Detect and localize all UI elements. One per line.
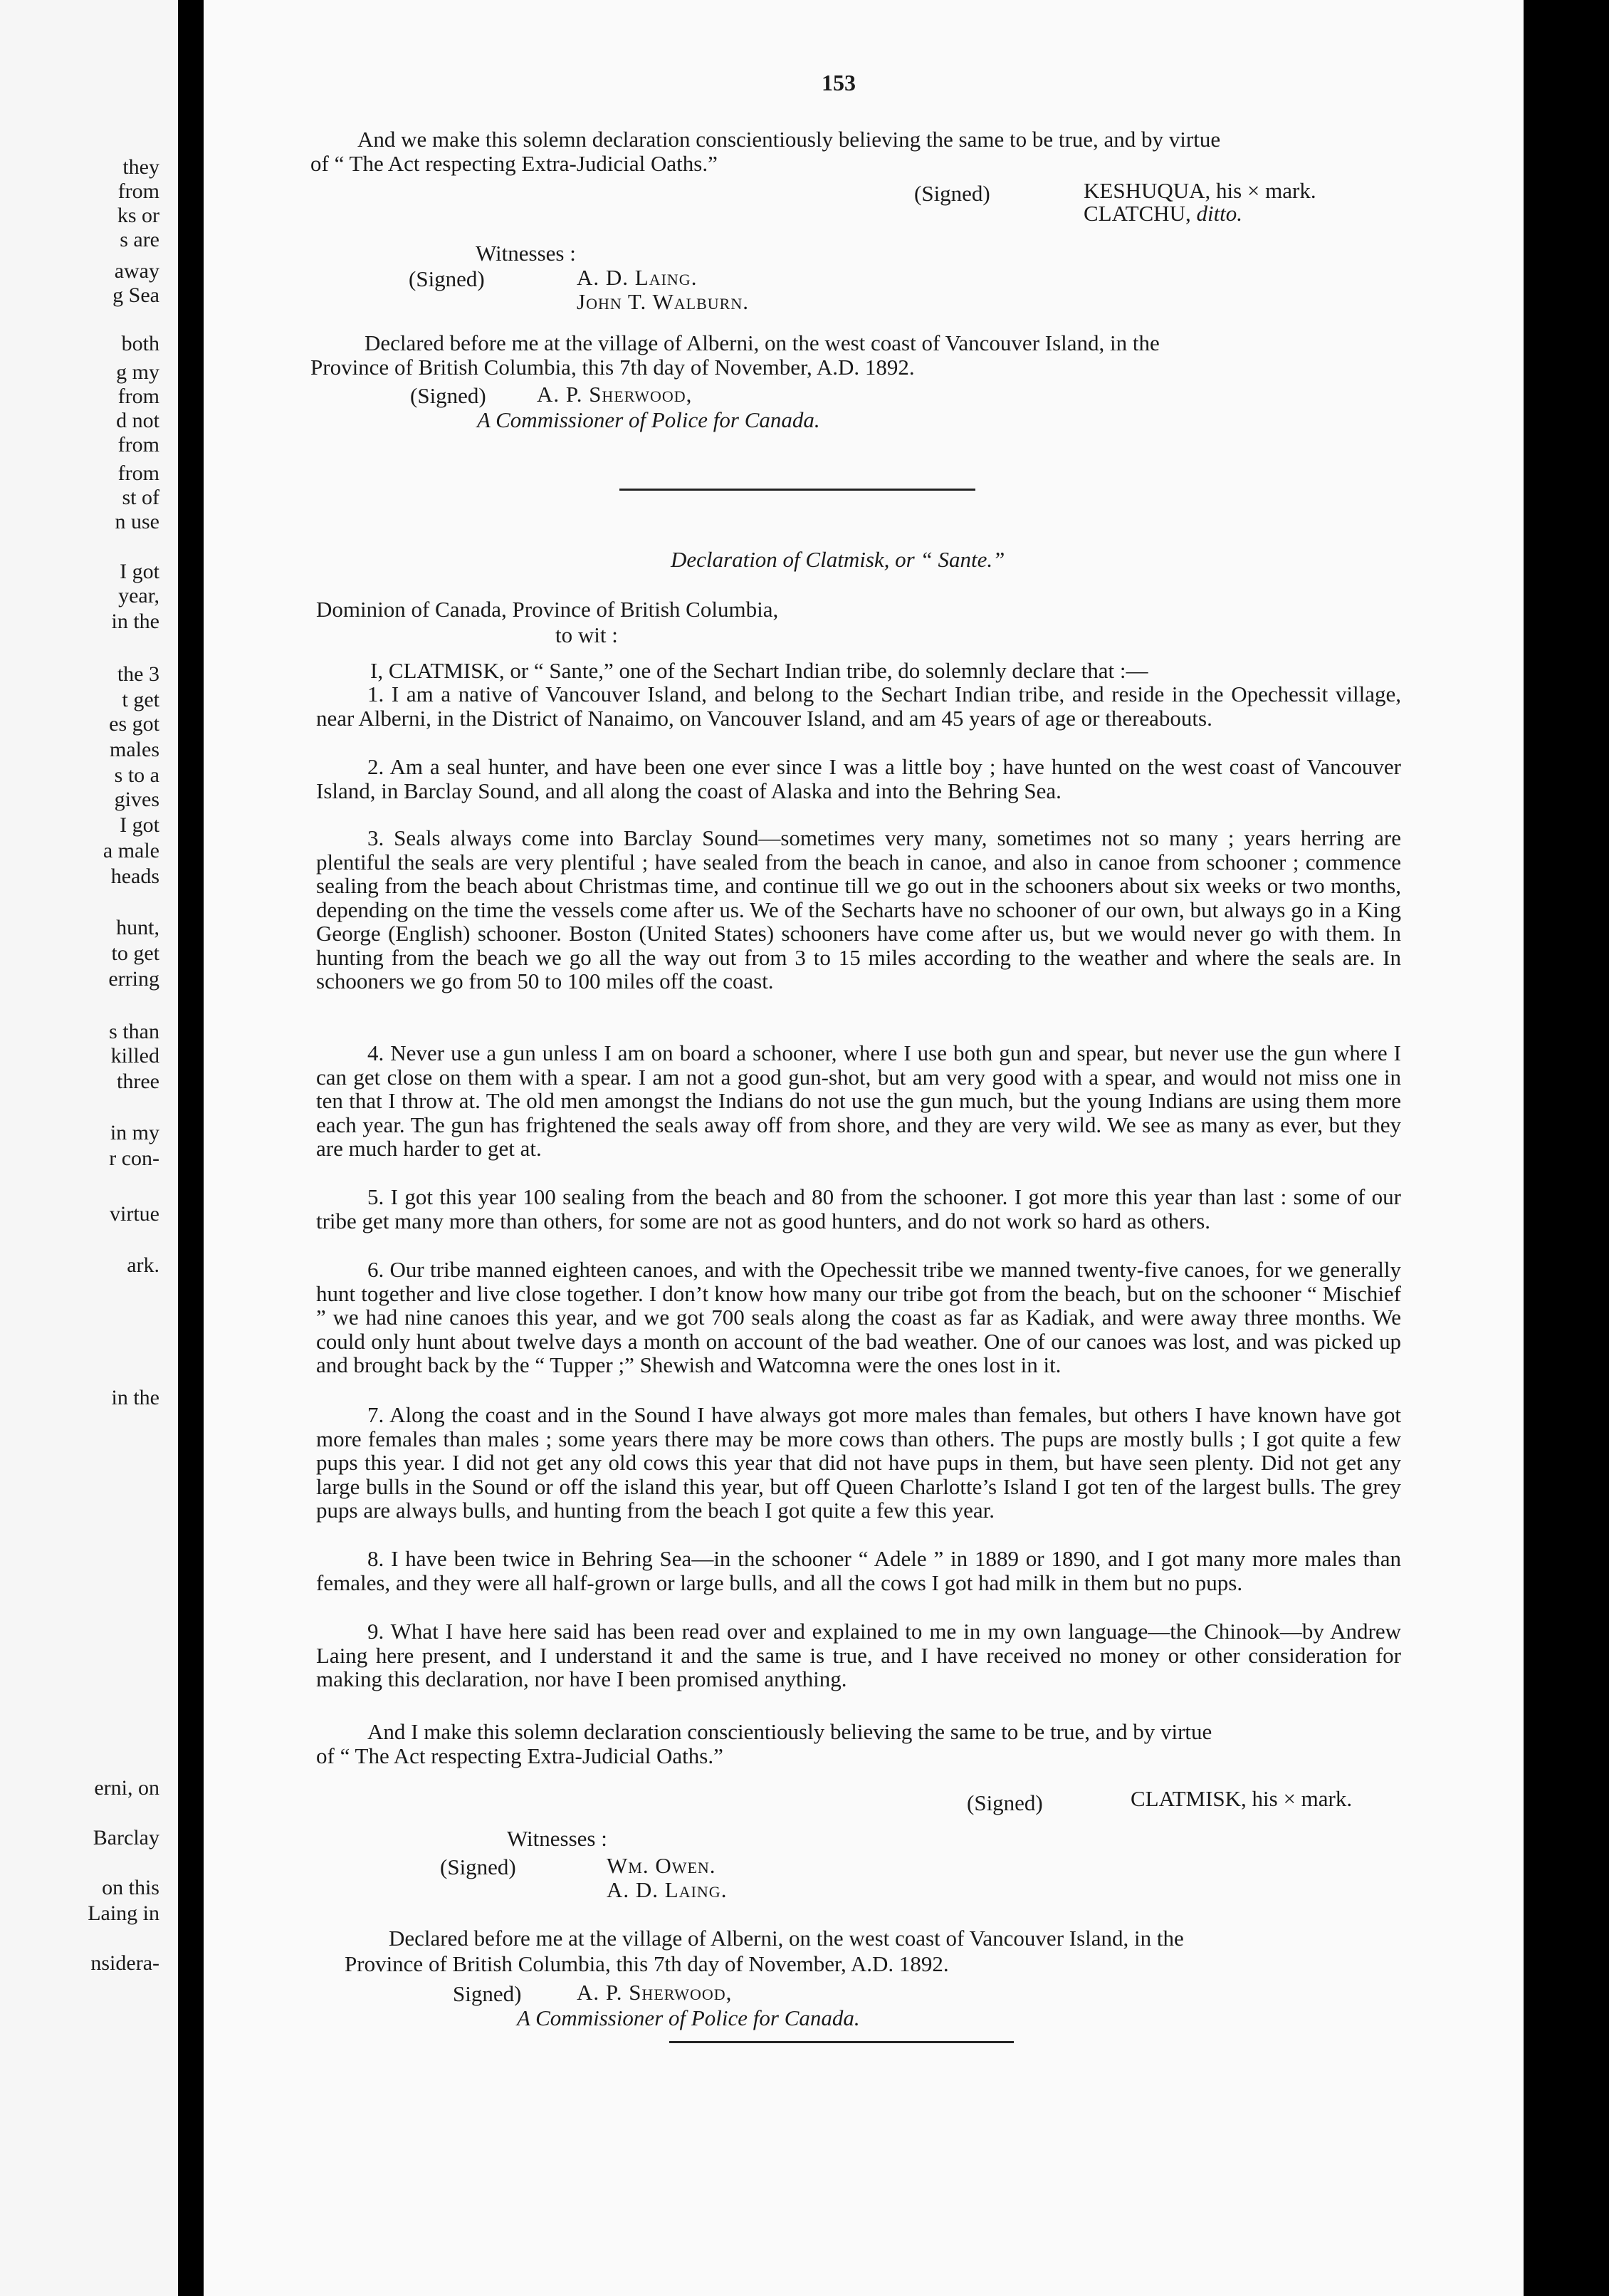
facing-text-line: t get — [122, 688, 159, 711]
signer-name: CLATCHU, ditto. — [1084, 201, 1243, 226]
page-gutter — [178, 0, 204, 2296]
attestation-text: Province of British Columbia, this 7th day of November, A.D. 1892. — [345, 1951, 949, 1976]
facing-text-line: in my — [110, 1121, 159, 1144]
attestation-text: Province of British Columbia, this 7th day of November, A.D. 1892. — [310, 355, 915, 380]
facing-text-line: hunt, — [116, 916, 159, 939]
commissioner-name: A. P. Sherwood, — [537, 382, 693, 407]
signed-label: (Signed) — [410, 383, 486, 408]
facing-text-line: Laing in — [88, 1901, 159, 1925]
jurisdiction-line: Dominion of Canada, Province of British Columbia, — [316, 597, 779, 622]
facing-text-line: a male — [103, 839, 159, 862]
declaration-text: And I make this solemn declaration conscientiously believing the same to be true, and by virtue — [367, 1719, 1212, 1744]
facing-text-line: from — [117, 179, 159, 203]
facing-text-line: g my — [116, 360, 159, 384]
facing-text-line: from — [117, 385, 159, 408]
declaration-paragraph: 5. I got this year 100 sealing from the beach and 80 from the schooner. I got more this year than last : some of our tribe get many more than others, for some are not as good hunters, and do not work so hard as others. — [316, 1184, 1401, 1233]
facing-text-line: the 3 — [117, 662, 159, 686]
declaration-paragraph: 6. Our tribe manned eighteen canoes, and with the Opechessit tribe we manned twenty-five canoes, for we generally hunt together and live close together. I don’t know how many our tribe got from the beach, but on the schooner “ Mischief ” we had nine canoes this year, and we got 700 seals along the coast as far as Kadiak, and were away three months. We could only hunt about twelve days a month on account of the bad weather. One of our canoes was lost, and was picked up and brought back by the “ Tupper ;” Shewish and Watcomna were the ones lost in it. — [316, 1257, 1401, 1377]
declaration-text: And we make this solemn declaration conscientiously believing the same to be true, and by virtue — [357, 127, 1221, 152]
witnesses-label: Witnesses : — [507, 1826, 607, 1851]
declaration-paragraph: 2. Am a seal hunter, and have been one ever since I was a little boy ; have hunted on the west coast of Vancouver Island, in Barclay Sound, and all along the coast of Alaska and into the Behring Sea. — [316, 754, 1401, 803]
declaration-paragraph: 3. Seals always come into Barclay Sound—sometimes very many, sometimes not so many ; years herring are plentiful the seals are very plentiful ; have sealed from the beach in canoe, and also in canoe from schooner ; commence sealing from the beach about Christmas time, and continue till we go out in the schooners about six weeks or two months, depending on the time the vessels come after us. We of the Secharts have no schooner of our own, but always go in a King George (English) schooner. Boston (United States) schooners have come after us, but we would never go with them. In hunting from the beach we go all the way out from 3 to 15 miles according to the weather and where the seals are. In schooners we go from 50 to 100 miles off the coast. — [316, 825, 1401, 993]
signed-label: (Signed) — [409, 266, 485, 291]
facing-text-line: st of — [122, 486, 159, 509]
declaration-text: of “ The Act respecting Extra-Judicial Oaths.” — [316, 1743, 723, 1768]
declaration-text: of “ The Act respecting Extra-Judicial Oaths.” — [310, 151, 718, 176]
declaration-paragraph: 4. Never use a gun unless I am on board a schooner, where I use both gun and spear, but never use the gun where I can get close on them with a spear. I am not a good gun-shot, but am very good with a spear, and would not miss one in ten that I throw at. The old men amongst the Indians do not use the gun much, but the young Indians are using them more each year. The gun has frightened the seals away off from shore, and they are very wild. We see as many as ever, but they are much harder to get at. — [316, 1040, 1401, 1161]
signer-name: CLATMISK, his × mark. — [1131, 1786, 1353, 1811]
page-number: 153 — [822, 70, 856, 95]
facing-text-line: s to a — [114, 763, 159, 787]
commissioner-title: A Commissioner of Police for Canada. — [477, 407, 820, 432]
facing-text-line: killed — [110, 1044, 159, 1068]
declaration-paragraph: 1. I am a native of Vancouver Island, and belong to the Sechart Indian tribe, and reside in the Opechessit village, near Alberni, in the District of Nanaimo, on Vancouver Island, and am 45 years of age or thereabouts. — [316, 682, 1401, 731]
facing-text-line: heads — [110, 865, 159, 888]
signer-name: KESHUQUA, his × mark. — [1084, 178, 1316, 203]
signed-label: (Signed) — [967, 1790, 1043, 1815]
facing-text-line: I got — [120, 560, 159, 583]
jurisdiction-line: to wit : — [555, 622, 618, 647]
facing-text-line: n use — [115, 510, 159, 533]
facing-text-line: virtue — [110, 1202, 159, 1226]
intro-line: I, CLATMISK, or “ Sante,” one of the Sechart Indian tribe, do solemnly declare that :— — [370, 658, 1148, 683]
facing-text-line: year, — [118, 584, 159, 607]
witness-name: John T. Walburn. — [577, 289, 749, 314]
witnesses-label: Witnesses : — [476, 241, 576, 266]
signed-label: (Signed) — [914, 181, 990, 206]
facing-text-line: three — [117, 1070, 159, 1093]
facing-page-fragment — [0, 0, 178, 2296]
declaration-paragraph: 9. What I have here said has been read over and explained to me in my own language—the Chinook—by Andrew Laing here present, and I understand it and the same is true, and I have received no money or other consideration for making this declaration, nor have I been promised anything. — [316, 1619, 1401, 1691]
facing-text-line: to get — [111, 941, 159, 965]
facing-text-line: I got — [120, 813, 159, 837]
declaration-paragraph: 7. Along the coast and in the Sound I have always got more males than females, but others I have known have got more females than males ; some years there may be more cows than others. The pups are mostly bulls ; I got quite a few pups this year. I did not get any old cows this year that did not have pups in them, but have seen plenty. Did not get any large bulls in the Sound or off the island this year, but off Queen Charlotte’s Island I got ten of the largest bulls. The grey pups are always bulls, and hunting from the beach I got quite a few this year. — [316, 1402, 1401, 1523]
section-heading: Declaration of Clatmisk, or “ Sante.” — [671, 547, 1005, 572]
facing-text-line: ark. — [127, 1253, 159, 1277]
facing-text-line: ks or — [117, 204, 159, 227]
facing-text-line: s than — [109, 1020, 159, 1043]
facing-text-line: erni, on — [94, 1776, 159, 1800]
facing-text-line: r con- — [109, 1147, 159, 1170]
witness-name: A. D. Laing. — [577, 265, 698, 290]
declaration-paragraph: 8. I have been twice in Behring Sea—in the schooner “ Adele ” in 1889 or 1890, and I got many more males than females, and they were all half-grown or large bulls, and all the cows I got had milk in them but no pups. — [316, 1546, 1401, 1595]
commissioner-title: A Commissioner of Police for Canada. — [517, 2005, 860, 2030]
facing-text-line: d not — [116, 409, 159, 432]
facing-text-line: in the — [111, 1386, 159, 1409]
section-divider — [669, 2041, 1014, 2043]
facing-text-line: from — [117, 433, 159, 456]
facing-text-line: s are — [120, 228, 159, 251]
section-divider — [619, 489, 975, 491]
facing-text-line: from — [117, 461, 159, 485]
witness-name: Wm. Owen. — [607, 1853, 716, 1878]
facing-text-line: g Sea — [112, 283, 159, 307]
commissioner-name: A. P. Sherwood, — [577, 1980, 733, 2005]
facing-text-line: they — [122, 155, 159, 179]
facing-text-line: on this — [102, 1876, 159, 1899]
facing-text-line: away — [114, 259, 159, 283]
facing-text-line: erring — [108, 967, 159, 991]
signed-label: Signed) — [453, 1981, 522, 2006]
attestation-text: Declared before me at the village of Alberni, on the west coast of Vancouver Island, in the — [365, 330, 1160, 355]
signed-label: (Signed) — [440, 1854, 516, 1879]
document-page — [204, 0, 1524, 2296]
facing-text-line: Barclay — [93, 1826, 159, 1849]
facing-text-line: in the — [111, 610, 159, 633]
witness-name: A. D. Laing. — [607, 1877, 728, 1902]
facing-text-line: both — [121, 332, 159, 355]
attestation-text: Declared before me at the village of Alberni, on the west coast of Vancouver Island, in the — [389, 1926, 1184, 1951]
facing-text-line: males — [110, 738, 159, 761]
facing-text-line: es got — [109, 712, 159, 736]
facing-text-line: gives — [114, 788, 159, 811]
facing-text-line: nsidera- — [90, 1951, 159, 1975]
scan-border — [1524, 0, 1609, 2296]
